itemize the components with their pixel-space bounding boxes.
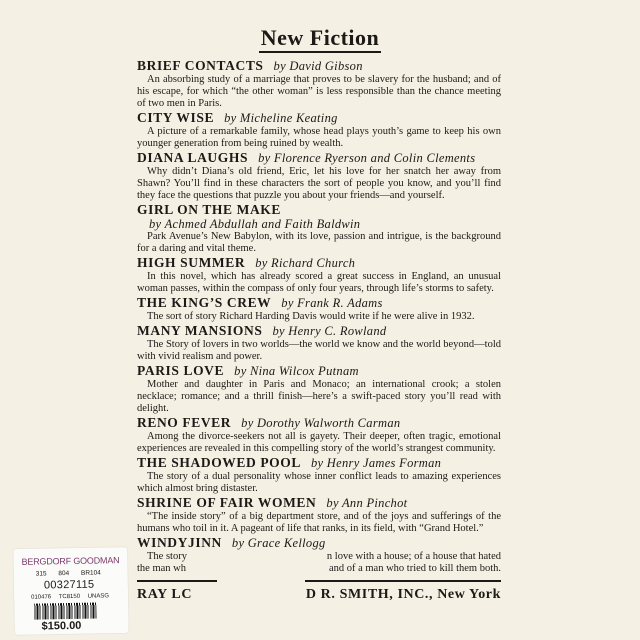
book-description: “The inside story” of a big department store, and of the joys and sufferings of the humans who toil in it. A pageant of life that ranks, in its field, with “Grand Hotel.” — [137, 511, 501, 534]
book-title: WINDYJINN — [137, 535, 222, 550]
book-author: by Richard Church — [255, 256, 356, 270]
price-sticker — [13, 547, 128, 635]
page-title: New Fiction — [0, 24, 640, 55]
book-entry — [137, 455, 501, 495]
book-description-fragment: The story — [147, 551, 187, 562]
book-title: GIRL ON THE MAKE — [137, 202, 281, 217]
book-title: HIGH SUMMER — [137, 255, 246, 270]
book-entry — [137, 150, 501, 202]
book-entry — [137, 255, 501, 295]
book-description-line — [137, 563, 501, 575]
book-title: BRIEF CONTACTS — [137, 58, 264, 73]
book-description: Among the divorce-seekers not all is gayety. Their deeper, often tragic, emotional experiences are revealed in this compelling story of the world’s strangest community. — [137, 431, 501, 454]
book-author: by Achmed Abdullah and Faith Baldwin — [149, 217, 361, 231]
book-description: The story of a dual personality whose inner conflict leads to amazing experiences which almost bring distaster. — [137, 471, 501, 494]
divider — [137, 580, 501, 582]
book-author: by Grace Kellogg — [231, 536, 326, 550]
book-description: A picture of a remarkable family, whose head plays youth’s game to keep his own younger generation from being ruined by wealth. — [137, 126, 501, 149]
book-description: Park Avenue’s New Babylon, with its love, passion and intrigue, is the background for a daring and vital theme. — [137, 231, 501, 254]
book-title: RENO FEVER — [137, 415, 232, 430]
book-description-fragment: and of a man who tried to kill them both. — [328, 563, 501, 574]
book-description: Mother and daughter in Paris and Monaco; an international crook; a stolen necklace; romance; and a thrill finish—here’s a swift-paced story you’ll read with delight. — [137, 379, 501, 414]
book-author: by Henry C. Rowland — [272, 324, 387, 338]
book-author: by Dorothy Walworth Carman — [241, 416, 401, 430]
book-description: In this novel, which has already scored a great success in England, an unusual woman passes, within the compass of only four years, through life’s storms to safety. — [137, 271, 501, 294]
sticker-codes: 315 804 BR104 — [35, 569, 101, 578]
divider-rule — [137, 580, 217, 582]
publisher-left: RAY LC — [137, 587, 193, 602]
book-description: An absorbing study of a marriage that proves to be slavery for the husband; and of his escape, for which “the other woman” is less responsible than the chance meeting of two men in Paris. — [137, 74, 501, 109]
book-entry — [137, 58, 501, 110]
book-entry — [137, 363, 501, 415]
book-title: DIANA LAUGHS — [137, 150, 249, 165]
fiction-list — [137, 58, 501, 603]
book-description: Why didn’t Diana’s old friend, Eric, let his love for her snatch her away from Shawn? You’ll find in these characters the sort of people you know, and you’ll find they face the questions that puzzle you about your friends—and yourself. — [137, 166, 501, 201]
sticker-codes-secondary: 010476 TC8150 UNASG — [31, 593, 110, 601]
book-entry — [137, 535, 501, 575]
book-title: MANY MANSIONS — [137, 323, 263, 338]
book-author: by Ann Pinchot — [326, 496, 408, 510]
book-description: The sort of story Richard Harding Davis would write if he were alive in 1932. — [147, 311, 475, 322]
book-title: SHRINE OF FAIR WOMEN — [137, 495, 317, 510]
book-entry — [137, 323, 501, 363]
divider-rule — [305, 580, 501, 582]
book-author: by Henry James Forman — [310, 456, 442, 470]
publisher-line — [137, 586, 501, 603]
book-entry — [137, 415, 501, 455]
book-entry — [137, 202, 501, 255]
book-title: THE KING’S CREW — [137, 295, 272, 310]
price: $150.00 — [41, 619, 82, 633]
barcode-icon — [34, 603, 96, 620]
book-author: by Micheline Keating — [224, 111, 338, 125]
book-title: PARIS LOVE — [137, 363, 225, 378]
book-author: by Florence Ryerson and Colin Clements — [258, 151, 476, 165]
sticker-number: 00327115 — [43, 578, 95, 592]
book-description-fragment: the man wh — [137, 563, 186, 574]
book-author: by Nina Wilcox Putnam — [234, 364, 359, 378]
book-author: by Frank R. Adams — [281, 296, 383, 310]
publisher-right: D R. SMITH, INC., New York — [305, 587, 501, 602]
book-description-line — [137, 551, 501, 563]
book-entry — [137, 495, 501, 535]
book-entry — [137, 295, 501, 323]
book-description-fragment: n love with a house; of a house that hated — [326, 551, 501, 562]
store-name: BERGDORF GOODMAN — [21, 555, 120, 567]
book-author: by David Gibson — [273, 59, 363, 73]
book-description: The Story of lovers in two worlds—the world we know and the world beyond—told with vivid realism and power. — [137, 339, 501, 362]
book-title: CITY WISE — [137, 110, 215, 125]
book-title: THE SHADOWED POOL — [137, 455, 301, 470]
book-entry — [137, 110, 501, 150]
